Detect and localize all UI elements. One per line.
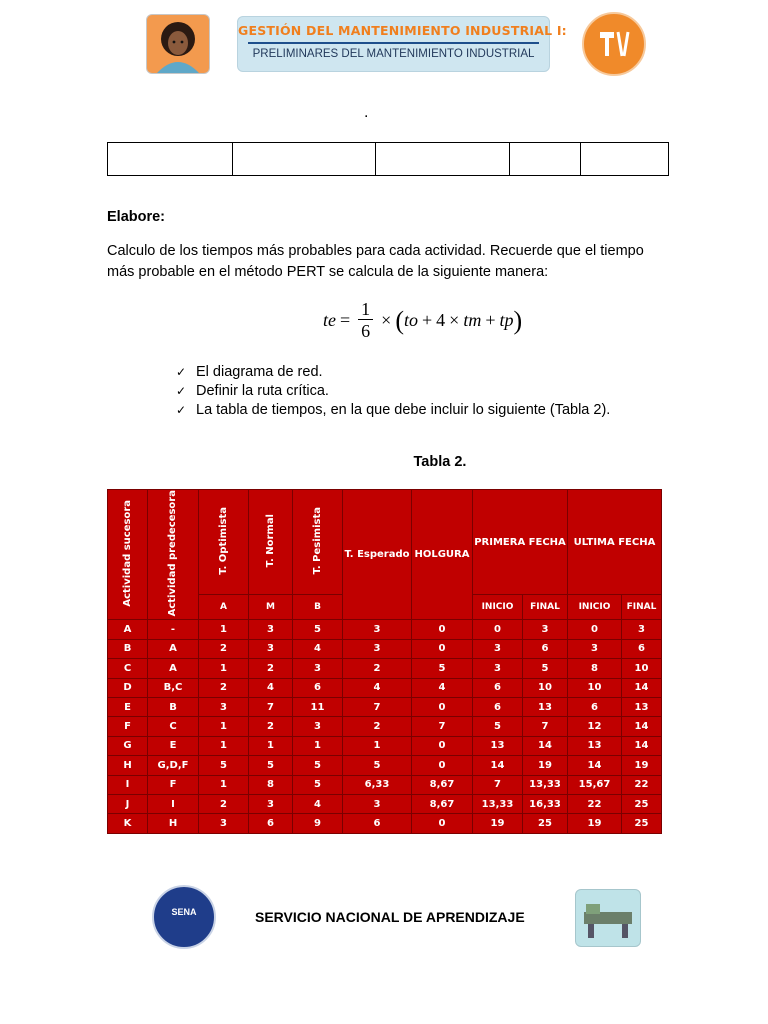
list-item (176, 363, 610, 382)
elabore-heading: Elabore: (107, 209, 166, 225)
formula-te: te (323, 310, 336, 330)
header-holgura: HOLGURA (412, 490, 473, 620)
table-cell: 15,67 (568, 775, 622, 794)
subheader-final: FINAL (523, 595, 568, 620)
table-cell: 5 (249, 756, 293, 775)
table-row (108, 794, 662, 813)
formula-tm: tm (463, 310, 482, 330)
formula-fraction (358, 299, 373, 342)
table-cell: B,C (148, 678, 199, 697)
list-item-text: El diagrama de red. (196, 364, 323, 380)
table-cell: C (148, 717, 199, 736)
table-cell: 3 (343, 620, 412, 639)
table-cell: 5 (473, 717, 523, 736)
table-cell: 22 (568, 794, 622, 813)
table-cell: 1 (199, 620, 249, 639)
table-cell: 8,67 (412, 794, 473, 813)
table-cell: 6 (473, 697, 523, 716)
table-row (108, 814, 662, 833)
table-cell: 2 (199, 639, 249, 658)
table-cell: G (108, 736, 148, 755)
table-cell: 3 (343, 639, 412, 658)
pert-formula (323, 299, 522, 342)
table-cell: 4 (412, 678, 473, 697)
table-cell: 4 (343, 678, 412, 697)
course-banner (237, 16, 567, 72)
table-cell: 0 (412, 639, 473, 658)
table-cell: 13 (622, 697, 662, 716)
table-cell: 1 (293, 736, 343, 755)
table-cell: 3 (249, 620, 293, 639)
person-avatar-icon (146, 14, 210, 74)
open-paren: ( (395, 305, 404, 335)
subheader-inicio: INICIO (473, 595, 523, 620)
table-cell: 1 (343, 736, 412, 755)
table-cell: 8,67 (412, 775, 473, 794)
table-row (108, 678, 662, 697)
tools-icon (582, 12, 646, 76)
table-cell: F (148, 775, 199, 794)
table-cell: 11 (293, 697, 343, 716)
subheader-m: M (249, 595, 293, 620)
table-row (108, 756, 662, 775)
table-cell: 7 (249, 697, 293, 716)
table-row (108, 659, 662, 678)
list-item-text: Definir la ruta crítica. (196, 383, 329, 399)
empty-cell (233, 143, 376, 176)
table-cell: 2 (199, 794, 249, 813)
table-cell: 3 (622, 620, 662, 639)
check-icon: ✓ (176, 403, 187, 417)
table-cell: 2 (249, 659, 293, 678)
header-ultima-fecha: ULTIMA FECHA (568, 490, 662, 595)
table-cell: 6 (568, 697, 622, 716)
table-cell: 13 (568, 736, 622, 755)
table-cell: 7 (523, 717, 568, 736)
table-cell: 25 (622, 814, 662, 833)
empty-cell (108, 143, 233, 176)
table-cell: 1 (199, 659, 249, 678)
sena-logo-text: SENA (171, 907, 197, 917)
table-cell: 14 (622, 736, 662, 755)
formula-plus: + (422, 310, 433, 330)
subheader-final: FINAL (622, 595, 662, 620)
formula-equals: = (340, 310, 351, 330)
table-cell: 12 (568, 717, 622, 736)
table-cell: 10 (568, 678, 622, 697)
table-cell: D (108, 678, 148, 697)
table-cell: 5 (523, 659, 568, 678)
close-paren: ) (513, 305, 523, 335)
table-cell: 3 (523, 620, 568, 639)
table-cell: K (108, 814, 148, 833)
empty-table-row (108, 143, 669, 176)
subheader-inicio: INICIO (568, 595, 622, 620)
table-cell: 2 (343, 659, 412, 678)
table-cell: J (108, 794, 148, 813)
table-cell: 6 (293, 678, 343, 697)
table-cell: E (108, 697, 148, 716)
table-cell: 3 (343, 794, 412, 813)
table-cell: 0 (568, 620, 622, 639)
banner-subtitle: PRELIMINARES DEL MANTENIMIENTO INDUSTRIAL (252, 48, 535, 60)
table-cell: 19 (473, 814, 523, 833)
table-row (108, 775, 662, 794)
formula-plus-2: + (485, 310, 496, 330)
table-cell: 3 (249, 639, 293, 658)
table-cell: 14 (622, 717, 662, 736)
table-cell: 3 (249, 794, 293, 813)
table-cell: 25 (622, 794, 662, 813)
table-cell: 19 (568, 814, 622, 833)
table-cell: 0 (412, 697, 473, 716)
table-cell: 1 (249, 736, 293, 755)
table-cell: 0 (412, 620, 473, 639)
table-cell: 5 (412, 659, 473, 678)
banner-divider (248, 42, 539, 44)
table-cell: 1 (199, 717, 249, 736)
table-cell: 2 (343, 717, 412, 736)
task-checklist (176, 363, 610, 420)
table-cell: E (148, 736, 199, 755)
table-cell: 5 (293, 620, 343, 639)
table-cell: 19 (622, 756, 662, 775)
table-cell: 6 (473, 678, 523, 697)
table-cell: 14 (473, 756, 523, 775)
formula-times-2: × (449, 310, 460, 330)
stray-dot: . (364, 104, 369, 121)
table-cell: 6 (622, 639, 662, 658)
formula-to: to (403, 310, 418, 330)
header-esperado: T. Esperado (343, 490, 412, 620)
pert-table (107, 489, 662, 834)
check-icon: ✓ (176, 365, 187, 379)
header-pesimista: T. Pesimista (293, 490, 343, 595)
table-cell: I (148, 794, 199, 813)
list-item (176, 401, 610, 420)
table-cell: B (108, 639, 148, 658)
table-cell: 8 (568, 659, 622, 678)
header-optimista: T. Optimista (199, 490, 249, 595)
table-cell: 6 (343, 814, 412, 833)
footer-title: SERVICIO NACIONAL DE APRENDIZAJE (255, 909, 525, 925)
table-caption: Tabla 2. (413, 454, 467, 470)
table-cell: 22 (622, 775, 662, 794)
table-row (108, 697, 662, 716)
table-cell: 4 (293, 794, 343, 813)
table-cell: 3 (293, 717, 343, 736)
header-sucesora: Actividad sucesora (108, 490, 148, 620)
table-cell: 5 (293, 775, 343, 794)
subheader-b: B (293, 595, 343, 620)
table-cell: 7 (473, 775, 523, 794)
table-cell: 7 (343, 697, 412, 716)
table-cell: 3 (568, 639, 622, 658)
table-cell: B (148, 697, 199, 716)
instruction-paragraph: Calculo de los tiempos más probables para cada actividad. Recuerde que el tiempo más probable en el método PERT se calcula de la siguiente manera: (107, 243, 644, 280)
table-cell: 2 (249, 717, 293, 736)
table-cell: 5 (343, 756, 412, 775)
table-row (108, 736, 662, 755)
empty-cell (376, 143, 510, 176)
header-primera-fecha: PRIMERA FECHA (473, 490, 568, 595)
table-cell: 16,33 (523, 794, 568, 813)
table-cell: 9 (293, 814, 343, 833)
table-cell: 3 (199, 814, 249, 833)
table-row (108, 639, 662, 658)
table-cell: 14 (622, 678, 662, 697)
table-cell: 25 (523, 814, 568, 833)
table-cell: 5 (199, 756, 249, 775)
banner-title: GESTIÓN DEL MANTENIMIENTO INDUSTRIAL I: (238, 23, 567, 38)
table-cell: 6,33 (343, 775, 412, 794)
table-cell: H (108, 756, 148, 775)
table-cell: 14 (523, 736, 568, 755)
table-cell: 10 (622, 659, 662, 678)
table-row (108, 717, 662, 736)
table-cell: 2 (199, 678, 249, 697)
table-header-row (108, 490, 662, 595)
empty-table (107, 142, 669, 176)
formula-tp: tp (499, 310, 514, 330)
table-cell: - (148, 620, 199, 639)
table-cell: 0 (412, 814, 473, 833)
table-cell: 4 (249, 678, 293, 697)
check-icon: ✓ (176, 384, 187, 398)
empty-cell (510, 143, 581, 176)
header-normal: T. Normal (249, 490, 293, 595)
table-cell: 0 (412, 756, 473, 775)
table-cell: A (148, 639, 199, 658)
table-cell: 3 (199, 697, 249, 716)
formula-times: × (381, 310, 392, 330)
table-cell: 10 (523, 678, 568, 697)
table-cell: I (108, 775, 148, 794)
table-cell: F (108, 717, 148, 736)
table-cell: 7 (412, 717, 473, 736)
table-cell: 8 (249, 775, 293, 794)
table-cell: 1 (199, 736, 249, 755)
table-cell: 0 (473, 620, 523, 639)
fraction-denominator: 6 (361, 321, 371, 341)
table-cell: G,D,F (148, 756, 199, 775)
lathe-machine-icon (575, 889, 641, 947)
table-cell: 3 (473, 639, 523, 658)
table-cell: 13 (523, 697, 568, 716)
table-cell: A (148, 659, 199, 678)
table-cell: H (148, 814, 199, 833)
table-cell: 0 (412, 736, 473, 755)
sena-logo-icon (152, 885, 216, 949)
table-cell: 14 (568, 756, 622, 775)
table-cell: 13 (473, 736, 523, 755)
table-row (108, 620, 662, 639)
empty-cell (581, 143, 669, 176)
table-cell: 3 (293, 659, 343, 678)
table-cell: 1 (199, 775, 249, 794)
fraction-numerator: 1 (358, 299, 373, 320)
table-cell: C (108, 659, 148, 678)
table-cell: A (108, 620, 148, 639)
header-predecesora: Actividad predecesora (148, 490, 199, 620)
table-cell: 3 (473, 659, 523, 678)
list-item-text: La tabla de tiempos, en la que debe incluir lo siguiente (Tabla 2). (196, 402, 611, 418)
formula-four: 4 (436, 310, 446, 330)
table-cell: 4 (293, 639, 343, 658)
list-item (176, 382, 610, 401)
table-cell: 5 (293, 756, 343, 775)
table-cell: 6 (523, 639, 568, 658)
table-cell: 19 (523, 756, 568, 775)
table-cell: 13,33 (473, 794, 523, 813)
subheader-a: A (199, 595, 249, 620)
table-cell: 13,33 (523, 775, 568, 794)
table-cell: 6 (249, 814, 293, 833)
